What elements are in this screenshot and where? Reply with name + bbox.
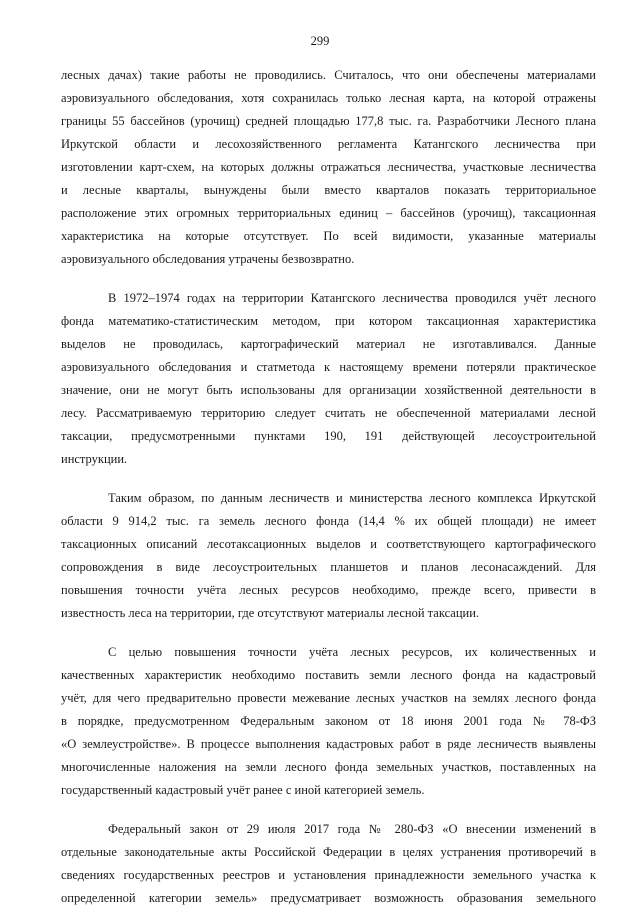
text-line: Иркутской области и лесохозяйственного регламента Катангского лесничества при [61,137,596,151]
text-line: «О землеустройстве». В процессе выполнения кадастровых работ в ряде лесничеств выявлены [61,737,596,751]
text-line: многочисленные наложения на земли лесного фонда земельных участков, поставленных на [61,760,596,774]
text-line: аэровизуального обследования и статметода к настоящему времени потеряли практическое [61,360,596,374]
text-line: таксации, предусмотренными пунктами 190, 191 действующей лесоустроительной [61,429,596,443]
text-line: таксационных описаний лесотаксационных выделов и соответствующего картографического [61,537,596,551]
text-line: учёт, для чего предварительно провести межевание лесных участков на землях лесного фонда [61,691,596,705]
text-line: В 1972–1974 годах на территории Катангского лесничества проводился учёт лесного [108,291,596,305]
text-line: С целью повышения точности учёта лесных ресурсов, их количественных и [108,645,596,659]
document-body [61,64,596,910]
text-line: сведениях государственных реестров и установления принадлежности земельного участка к [61,868,596,882]
text-line: лесу. Рассматриваемую территорию следует считать не обеспеченной материалами лесной [61,406,596,420]
text-line: значение, они не могут быть использованы для организации хозяйственной деятельности в [61,383,596,397]
text-line: аэровизуального обследования утрачены безвозвратно. [61,252,355,266]
paragraph-5 [61,818,596,910]
text-line: инструкции. [61,452,128,466]
text-line: выделов не проводилась, картографический материал не изготавливался. Данные [61,337,596,351]
paragraph-1 [61,64,596,271]
text-line: повышения точности учёта лесных ресурсов необходимо, прежде всего, привести в [61,583,596,597]
text-line: Федеральный закон от 29 июля 2017 года № 280-ФЗ «О внесении изменений в [108,822,596,836]
text-line: аэровизуального обследования, хотя сохранилась только лесная карта, на которой отражены [61,91,596,105]
text-line: расположение этих огромных территориальных единиц – бассейнов (урочищ), таксационная [61,206,596,220]
paragraph-4 [61,641,596,802]
paragraph-3 [61,487,596,625]
paragraph-2 [61,287,596,471]
text-line: известность леса на территории, где отсутствуют материалы лесной таксации. [61,606,480,620]
page-number: 299 [310,34,330,48]
text-line: определенной категории земель» предусматривает возможность образования земельного [61,891,596,905]
text-line: Таким образом, по данным лесничеств и министерства лесного комплекса Иркутской [108,491,596,505]
text-line: и лесные кварталы, вынуждены были вместо кварталов показать территориальное [61,183,596,197]
text-line: изготовлении карт-схем, на которых должны отражаться лесничества, участковые лесничества [61,160,596,174]
text-line: характеристика на которые отсутствует. По всей видимости, указанные материалы [61,229,596,243]
text-line: сопровождения в виде лесоустроительных планшетов и планов лесонасаждений. Для [61,560,596,574]
text-line: фонда математико-статистическим методом, при котором таксационная характеристика [61,314,596,328]
text-line: качественных характеристик необходимо поставить земли лесного фонда на кадастровый [61,668,596,682]
text-line: государственный кадастровый учёт ранее с иной категорией земель. [61,783,425,797]
text-line: в порядке, предусмотренном Федеральным законом от 18 июня 2001 года № 78-ФЗ [61,714,596,728]
text-line: области 9 914,2 тыс. га земель лесного фонда (14,4 % их общей площади) не имеет [61,514,596,528]
text-line: границы 55 бассейнов (урочищ) средней площадью 177,8 тыс. га. Разработчики Лесного плана [61,114,596,128]
text-line: лесных дачах) такие работы не проводились. Считалось, что они обеспечены материалами [61,68,596,82]
text-line: отдельные законодательные акты Российской Федерации в целях устранения противоречий в [61,845,596,859]
